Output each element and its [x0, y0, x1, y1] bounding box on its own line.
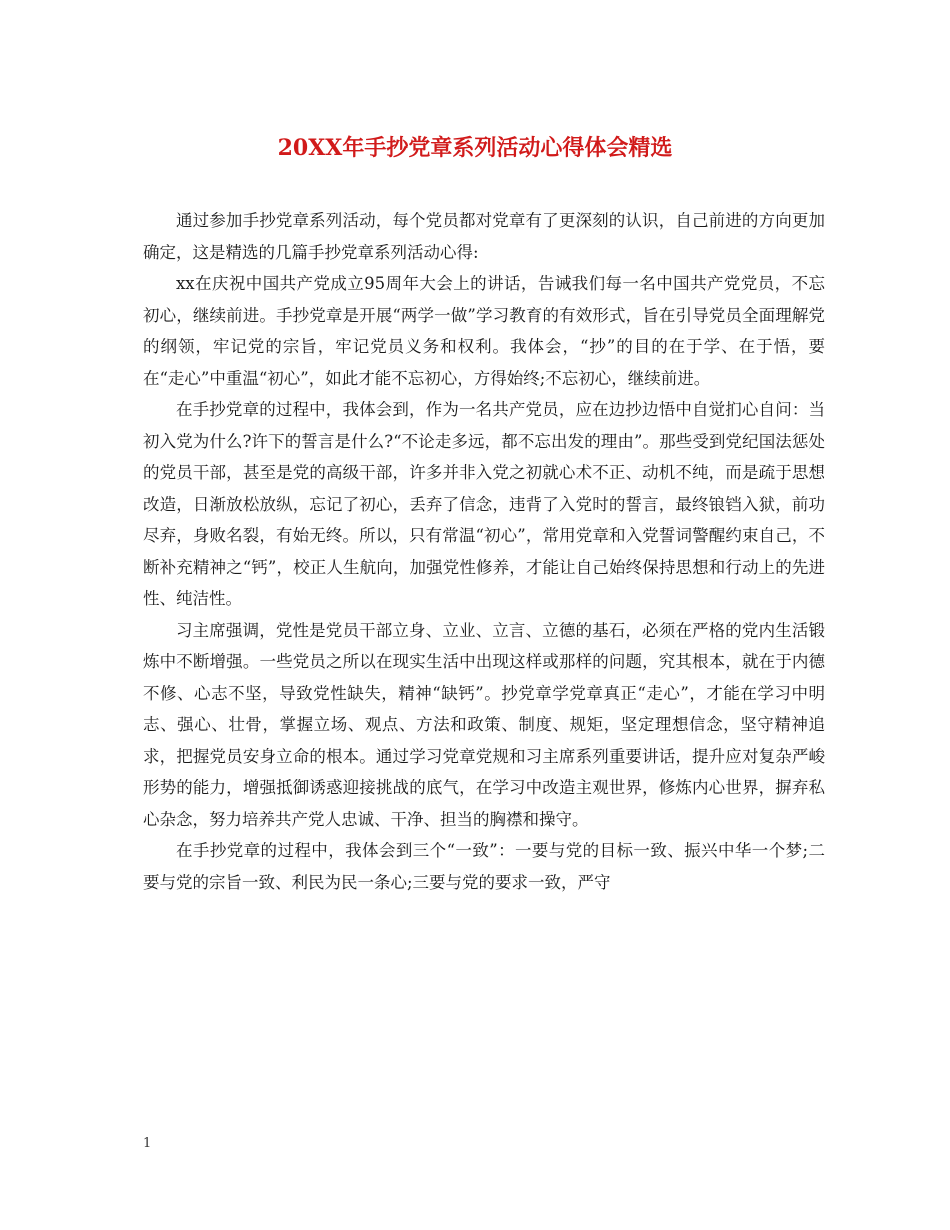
document-title: 20XX年手抄党章系列活动心得体会精选	[277, 135, 673, 161]
page-number: 1	[143, 1136, 152, 1151]
paragraph-three-consistencies: 在手抄党章的过程中，我体会到三个“一致”：一要与党的目标一致、振兴中华一个梦;二要与党的宗旨一致、利民为民一条心;三要与党的要求一致，严守	[143, 841, 825, 892]
paragraph-party-spirit: 习主席强调，党性是党员干部立身、立业、立言、立德的基石，必须在严格的党内生活锻炼中不断增强。一些党员之所以在现实生活中出现这样或那样的问题，究其根本，就在于内德不修、心志不坚，导致党性缺失，精神“缺钙”。抄党章学党章真正“走心”，才能在学习中明志、强心、壮骨，掌握立场、观点、方法和政策、制度、规矩，坚定理想信念，坚守精神追求，把握党员安身立命的根本。通过学习党章党规和习主席系列重要讲话，提升应对复杂严峻形势的能力，增强抵御诱惑迎接挑战的底气，在学习中改造主观世界，修炼内心世界，摒弃私心杂念，努力培养共产党人忠诚、干净、担当的胸襟和操守。	[143, 620, 825, 829]
document-body	[143, 205, 825, 898]
paragraph-intro: 通过参加手抄党章系列活动，每个党员都对党章有了更深刻的认识，自己前进的方向更加确定，这是精选的几篇手抄党章系列活动心得:	[143, 211, 825, 262]
paragraph-reflection: 在手抄党章的过程中，我体会到，作为一名共产党员，应在边抄边悟中自觉扪心自问：当初入党为什么?许下的誓言是什么?“不论走多远，都不忘出发的理由”。那些受到党纪国法惩处的党员干部，甚至是党的高级干部，许多并非入党之初就心术不正、动机不纯，而是疏于思想改造，日渐放松放纵，忘记了初心，丢弃了信念，违背了入党时的誓言，最终锒铛入狱，前功尽弃，身败名裂，有始无终。所以，只有常温“初心”，常用党章和入党誓词警醒约束自己，不断补充精神之“钙”，校正人生航向，加强党性修养，才能让自己始终保持思想和行动上的先进性、纯洁性。	[143, 400, 825, 608]
paragraph-speech: xx在庆祝中国共产党成立95周年大会上的讲话，告诫我们每一名中国共产党党员，不忘初心，继续前进。手抄党章是开展“两学一做”学习教育的有效形式，旨在引导党员全面理解党的纲领，牢记党的宗旨，牢记党员义务和权利。我体会，“抄”的目的在于学、在于悟，要在“走心”中重温“初心”，如此才能不忘初心，方得始终;不忘初心，继续前进。	[143, 274, 825, 388]
